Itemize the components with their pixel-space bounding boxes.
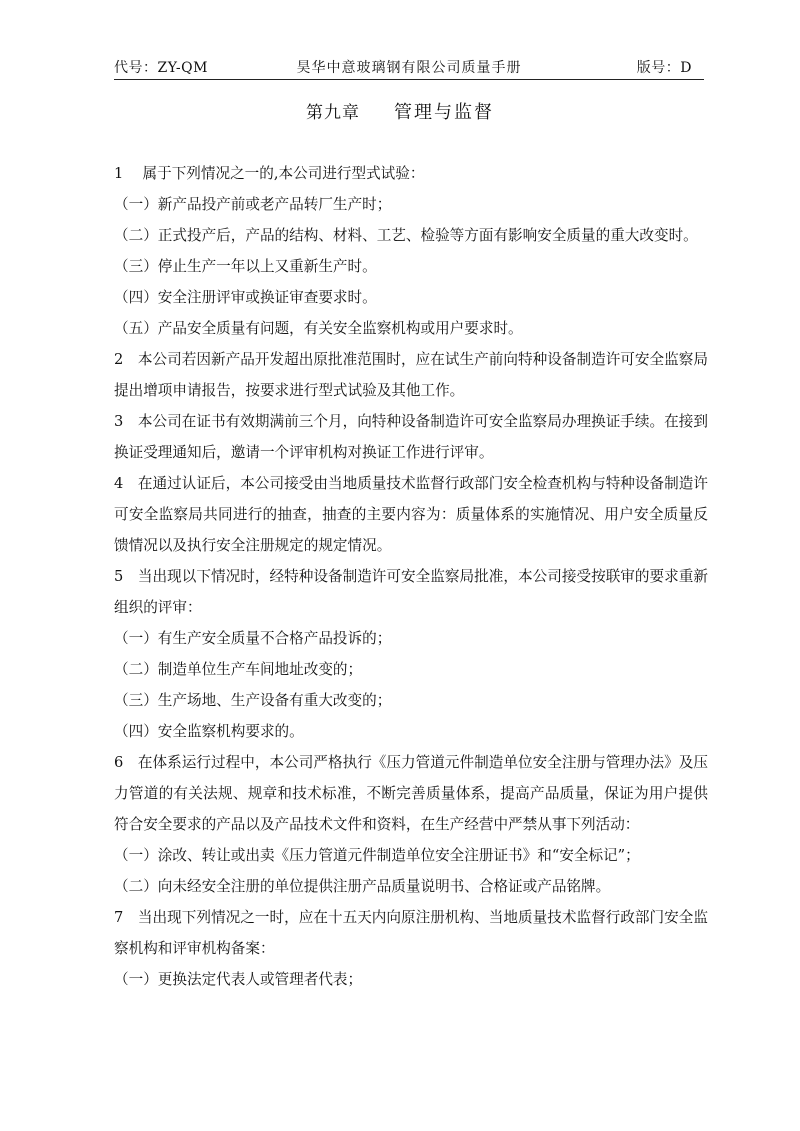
- chapter-title: 管理与监督: [394, 102, 494, 123]
- header-company-title: 昊华中意玻璃钢有限公司质量手册: [296, 60, 522, 76]
- page-header: [114, 56, 704, 80]
- header-rule: [114, 79, 704, 80]
- header-version: 版号：D: [636, 60, 692, 76]
- paragraph: 6 在体系运行过程中，本公司严格执行《压力管道元件制造单位安全注册与管理办法》及压力管道的有关法规、规章和技术标准，不断完善质量体系，提高产品质量，保证为用户提供符合安全要求的产品以及产品技术文件和资料，在生产经营中严禁从事下列活动：: [114, 754, 708, 833]
- chapter-number: 第九章: [306, 103, 360, 123]
- paragraph: 4 在通过认证后，本公司接受由当地质量技术监督行政部门安全检查机构与特种设备制造许可安全监察局共同进行的抽查，抽查的主要内容为：质量体系的实施情况、用户安全质量反馈情况以及执行安全注册规定的规定情况。: [114, 475, 708, 554]
- list-item: （一）有生产安全质量不合格产品投诉的；: [114, 630, 392, 647]
- list-item: （四）安全注册评审或换证审查要求时。: [114, 289, 377, 306]
- list-item: （二）制造单位生产车间地址改变的；: [114, 661, 363, 678]
- chapter-heading: [0, 98, 800, 128]
- list-item: （一）涂改、转让或出卖《压力管道元件制造单位安全注册证书》和“安全标记”；: [114, 847, 640, 864]
- body-text: [114, 158, 708, 995]
- list-item: （五）产品安全质量有问题，有关安全监察机构或用户要求时。: [114, 320, 523, 337]
- list-item: （一）新产品投产前或老产品转厂生产时；: [114, 196, 392, 213]
- header-document-code: 代号：ZY-QM: [114, 60, 208, 76]
- list-item: （一）更换法定代表人或管理者代表；: [114, 971, 363, 988]
- list-item: （三）生产场地、生产设备有重大改变的；: [114, 692, 392, 709]
- list-item: （二）向未经安全注册的单位提供注册产品质量说明书、合格证或产品铭牌。: [114, 878, 611, 895]
- paragraph: 7 当出现下列情况之一时，应在十五天内向原注册机构、当地质量技术监督行政部门安全监察机构和评审机构备案：: [114, 909, 708, 957]
- paragraph: 2 本公司若因新产品开发超出原批准范围时，应在试生产前向特种设备制造许可安全监察局提出增项申请报告，按要求进行型式试验及其他工作。: [114, 351, 708, 399]
- list-item: （二）正式投产后，产品的结构、材料、工艺、检验等方面有影响安全质量的重大改变时。: [114, 227, 698, 244]
- list-item: （三）停止生产一年以上又重新生产时。: [114, 258, 377, 275]
- list-item: （四）安全监察机构要求的。: [114, 723, 304, 740]
- paragraph: 5 当出现以下情况时，经特种设备制造许可安全监察局批准，本公司接受按联审的要求重新组织的评审：: [114, 568, 708, 616]
- paragraph: 1 属于下列情况之一的,本公司进行型式试验：: [114, 165, 425, 182]
- paragraph: 3 本公司在证书有效期满前三个月，向特种设备制造许可安全监察局办理换证手续。在接到换证受理通知后，邀请一个评审机构对换证工作进行评审。: [114, 413, 708, 461]
